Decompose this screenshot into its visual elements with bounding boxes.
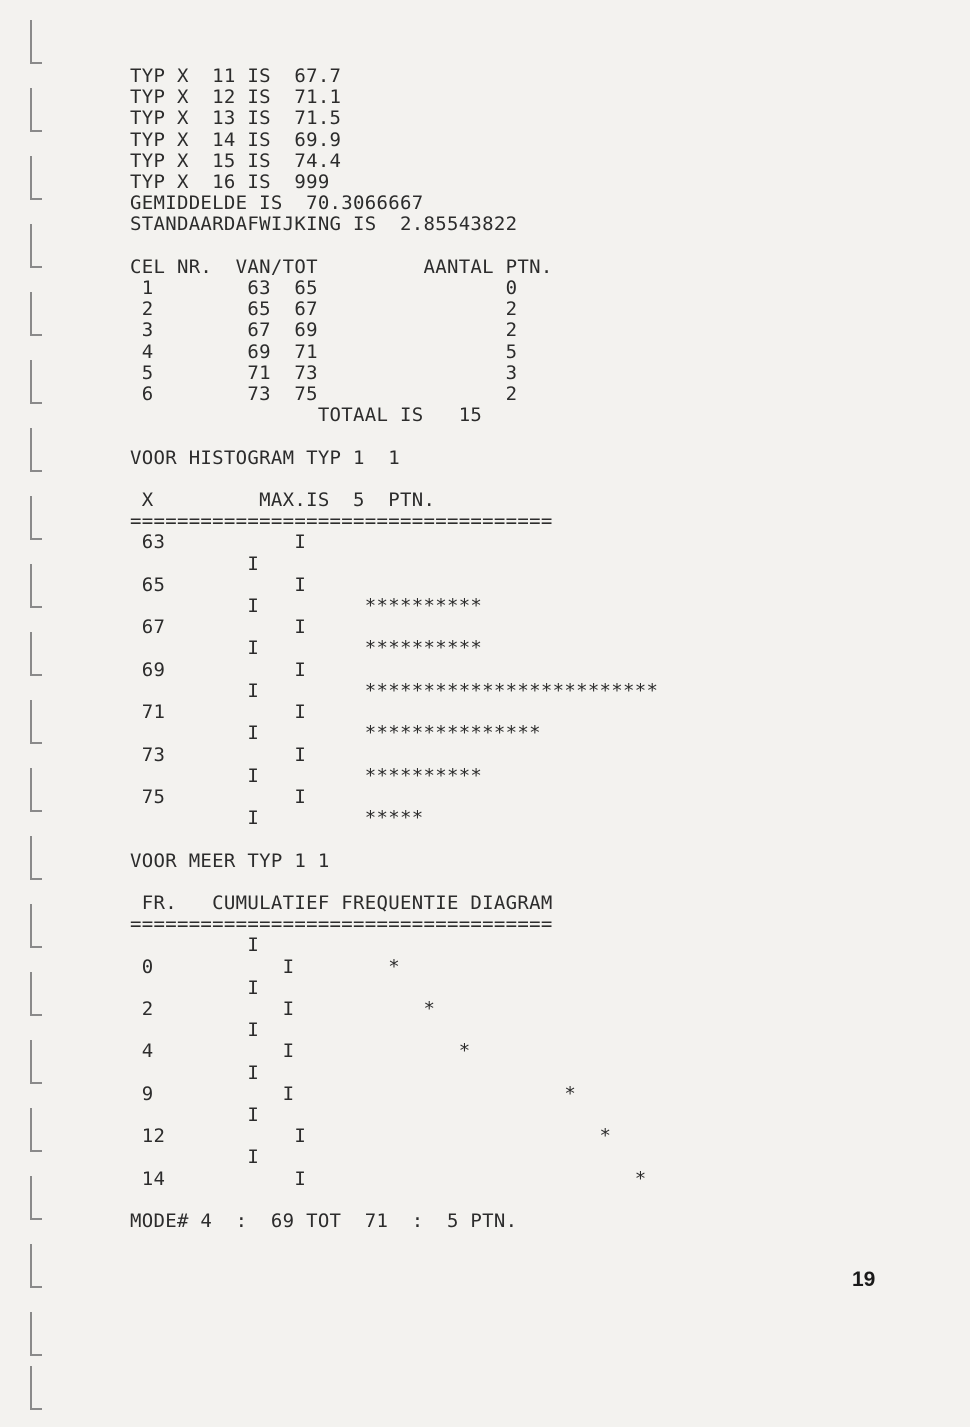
binding-mark <box>30 20 42 64</box>
printout-line: 12 I * <box>130 1125 612 1148</box>
printout-line: FR. CUMULATIEF FREQUENTIE DIAGRAM <box>130 891 553 914</box>
binding-mark <box>30 360 42 404</box>
printout-line: I <box>130 1019 260 1042</box>
printout-line: TYP X 11 IS 67.7 <box>130 65 342 87</box>
printout-line: 65 I <box>130 573 307 596</box>
printout-line: I *************** <box>130 722 541 745</box>
printout-line: TYP X 12 IS 71.1 <box>130 86 342 109</box>
printout-line: 3 67 69 2 <box>130 319 518 342</box>
printout-line: 5 71 73 3 <box>130 361 518 384</box>
printout-line: 1 63 65 0 <box>130 277 518 300</box>
binding-mark <box>30 496 42 540</box>
printout-line: 63 I <box>130 531 307 554</box>
printout-line: 4 69 71 5 <box>130 340 518 363</box>
binding-mark <box>30 1108 42 1152</box>
printout-line: I ************************* <box>130 679 659 702</box>
binding-mark <box>30 972 42 1016</box>
printout-line: TYP X 16 IS 999 <box>130 171 330 194</box>
binding-mark <box>30 1366 42 1410</box>
printout-line: TYP X 13 IS 71.5 <box>130 107 342 130</box>
binding-mark <box>30 1244 42 1288</box>
binding-mark <box>30 224 42 268</box>
printout-line: I <box>130 1146 260 1169</box>
printout-line: 2 I * <box>130 997 436 1020</box>
printout-line: I <box>130 934 260 957</box>
printout-line: I <box>130 552 260 575</box>
printout-line: GEMIDDELDE IS 70.3066667 <box>130 192 424 215</box>
printout-line: MODE# 4 : 69 TOT 71 : 5 PTN. <box>130 1209 518 1232</box>
binding-mark <box>30 428 42 472</box>
binding-mark <box>30 292 42 336</box>
printout-line: TYP X 15 IS 74.4 <box>130 149 342 172</box>
printout-line: 2 65 67 2 <box>130 298 518 321</box>
printout-line: I ********** <box>130 764 483 787</box>
binding-mark <box>30 632 42 676</box>
printout-line: VOOR MEER TYP 1 1 <box>130 849 330 872</box>
binding-mark <box>30 904 42 948</box>
printout-line: STANDAARDAFWIJKING IS 2.85543822 <box>130 213 518 236</box>
computer-printout <box>130 66 658 1232</box>
printout-line: I <box>130 976 260 999</box>
printout-line: X MAX.IS 5 PTN. <box>130 489 436 512</box>
binding-mark <box>30 88 42 132</box>
printout-line: 69 I <box>130 658 307 681</box>
binding-mark <box>30 1312 42 1356</box>
printout-line: I <box>130 1103 260 1126</box>
printout-line: ==================================== <box>130 510 553 533</box>
printout-line: TYP X 14 IS 69.9 <box>130 128 342 151</box>
printout-line: 67 I <box>130 616 307 639</box>
printout-line: 71 I <box>130 701 307 724</box>
printout-line: 4 I * <box>130 1040 471 1063</box>
binding-mark <box>30 564 42 608</box>
binding-mark <box>30 768 42 812</box>
printout-line: CEL NR. VAN/TOT AANTAL PTN. <box>130 255 553 278</box>
binding-mark <box>30 1040 42 1084</box>
printout-line: VOOR HISTOGRAM TYP 1 1 <box>130 446 400 469</box>
printout-line: 6 73 75 2 <box>130 383 518 406</box>
printout-line: 9 I * <box>130 1082 577 1105</box>
printout-line: 75 I <box>130 785 307 808</box>
binding-mark <box>30 836 42 880</box>
page-number: 19 <box>852 1268 876 1291</box>
printout-line: 14 I * <box>130 1167 647 1190</box>
printout-line: I ********** <box>130 637 483 660</box>
binding-mark <box>30 1176 42 1220</box>
binding-mark <box>30 156 42 200</box>
printout-line: ==================================== <box>130 913 553 936</box>
printout-line: TOTAAL IS 15 <box>130 404 483 427</box>
printout-line: I <box>130 1061 260 1084</box>
binding-mark <box>30 700 42 744</box>
printout-line: I ***** <box>130 807 424 830</box>
printout-line: 73 I <box>130 743 307 766</box>
printout-line: 0 I * <box>130 955 400 978</box>
spiral-binding <box>30 20 44 1410</box>
printout-line: I ********** <box>130 595 483 618</box>
